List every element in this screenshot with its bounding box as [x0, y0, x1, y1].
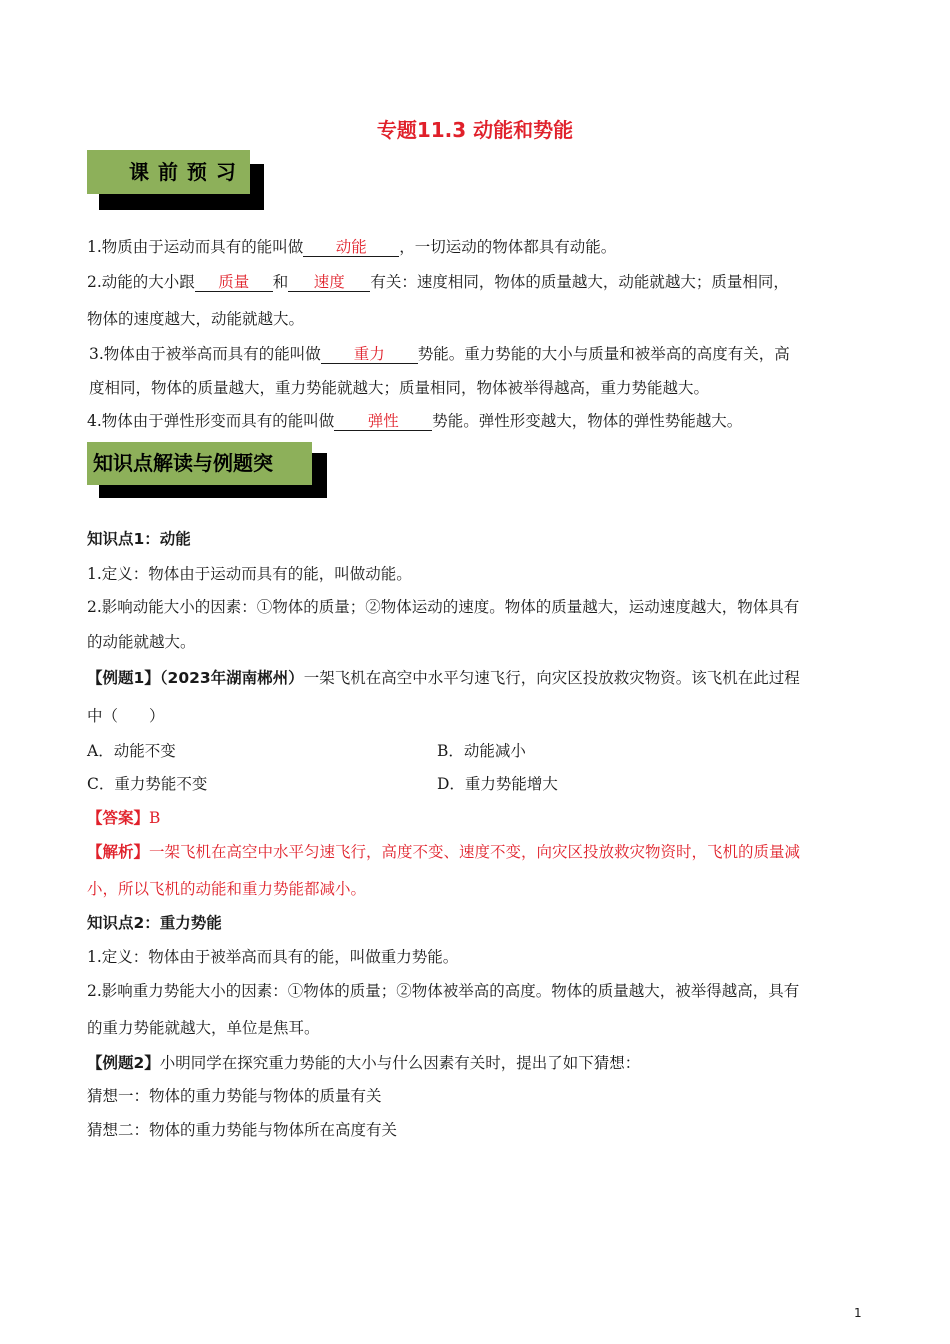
preview-item-2: 2.动能的大小跟 质量 和 速度 有关：速度相同，物体的质量越大，动能就越大；质量相同，	[87, 273, 789, 291]
blank-answer: 动能	[303, 238, 399, 257]
blank-answer: 重力	[321, 345, 418, 364]
section-banner-knowledge	[87, 442, 327, 498]
example-1-answer: 【答案】B	[87, 809, 161, 827]
preview-item-3-cont: 度相同，物体的质量越大，重力势能就越大；质量相同，物体被举得越高，重力势能越大。	[89, 379, 710, 397]
option-c: C．重力势能不变	[87, 775, 208, 793]
option-d: D．重力势能增大	[437, 775, 558, 793]
kp1-factors-cont: 的动能就越大。	[87, 633, 196, 651]
blank-answer: 质量	[195, 273, 273, 292]
preview-item-3: 3.物体由于被举高而具有的能叫做 重力 势能。重力势能的大小与质量和被举高的高度有关，高	[89, 345, 790, 363]
option-b: B．动能减小	[437, 742, 526, 760]
section-banner-preview	[87, 150, 264, 210]
kp2-factors-cont: 的重力势能就越大，单位是焦耳。	[87, 1019, 320, 1037]
kp2-factors: 2.影响重力势能大小的因素：①物体的质量；②物体被举高的高度。物体的质量越大，被举得越高，具有	[87, 982, 800, 1000]
kp1-factors: 2.影响动能大小的因素：①物体的质量；②物体运动的速度。物体的质量越大，运动速度越大，物体具有	[87, 598, 800, 616]
example-1-analysis-cont: 小，所以飞机的动能和重力势能都减小。	[87, 880, 367, 898]
option-a: A．动能不变	[87, 742, 176, 760]
guess-2: 猜想二：物体的重力势能与物体所在高度有关	[87, 1121, 398, 1139]
kp1-heading: 知识点1：动能	[87, 530, 191, 548]
example-1-analysis: 【解析】一架飞机在高空中水平匀速飞行，高度不变、速度不变，向灾区投放救灾物资时，飞机的质量减	[87, 843, 801, 861]
kp2-definition: 1.定义：物体由于被举高而具有的能，叫做重力势能。	[87, 948, 459, 966]
banner-knowledge-label: 知识点解读与例题突	[87, 442, 312, 485]
example-1-question-cont: 中（ ）	[87, 707, 165, 725]
banner-preview-label: 课 前 预 习	[87, 150, 250, 194]
example-1-question: 【例题1】（2023年湖南郴州）一架飞机在高空中水平匀速飞行，向灾区投放救灾物资。该飞机在此过程	[87, 669, 800, 687]
blank-answer: 弹性	[334, 412, 432, 431]
example-2-question: 【例题2】小明同学在探究重力势能的大小与什么因素有关时，提出了如下猜想：	[87, 1054, 641, 1072]
guess-1: 猜想一：物体的重力势能与物体的质量有关	[87, 1087, 382, 1105]
blank-answer: 速度	[288, 273, 370, 292]
page-title: 专题11.3 动能和势能	[376, 118, 574, 142]
page-number: 1	[854, 1306, 862, 1320]
preview-item-1: 1.物质由于运动而具有的能叫做 动能 ，一切运动的物体都具有动能。	[87, 238, 617, 256]
preview-item-2-cont: 物体的速度越大，动能就越大。	[87, 310, 305, 328]
kp2-heading: 知识点2：重力势能	[87, 914, 222, 932]
preview-item-4: 4.物体由于弹性形变而具有的能叫做 弹性 势能。弹性形变越大，物体的弹性势能越大。	[87, 412, 743, 430]
kp1-definition: 1.定义：物体由于运动而具有的能，叫做动能。	[87, 565, 412, 583]
